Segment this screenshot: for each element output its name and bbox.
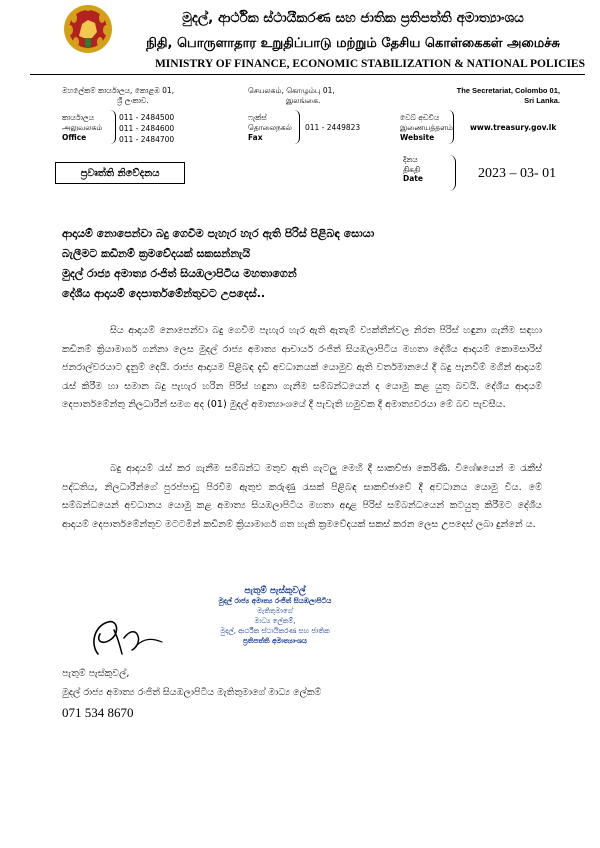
stamp-line-3: මැතිතුමාගේ (257, 607, 293, 615)
ministry-name-sinhala: මුදල්, ආර්ථික ස්ථායීකරණ සහ ජාතික ප්‍රතිපත්ති අමාත්‍යාංශය (182, 10, 524, 26)
address-tamil-line2: இலங்கை. (286, 96, 321, 105)
website-label-ta: இணையத்தளம் (400, 123, 453, 132)
office-number-2: 011 - 2484600 (119, 124, 175, 133)
fax-number: 011 - 2449823 (305, 123, 361, 132)
address-sinhala-line1: මහලේකම් කාර්යාලය, කොළඹ 01, (62, 86, 175, 95)
sri-lanka-emblem-icon (58, 2, 118, 56)
header-divider (30, 74, 585, 75)
stamp-line-4: මාධ්‍ය ලේකම්, (254, 617, 296, 625)
address-tamil (248, 86, 335, 106)
date-label-ta: திகதி (403, 164, 421, 174)
office-numbers (119, 112, 174, 145)
address-sinhala (62, 86, 174, 106)
office-label-si: කාර්යාලය (62, 113, 95, 122)
headline (62, 224, 542, 304)
fax-label-ta: தொலைநகல் (248, 123, 292, 132)
address-sinhala-line2: ශ්‍රී ලංකාව. (117, 96, 149, 105)
office-number-3: 011 - 2484700 (119, 135, 175, 144)
headline-line-3: මුදල් රාජ්‍ය අමාත්‍ය රංජිත් සියඹලාපිටිය මහතාගෙන් (62, 267, 297, 280)
fax-label (248, 113, 292, 143)
headline-line-4: දේශීය ආදායම් දෙපාර්තමේන්තුවට උපදෙස්.. (62, 287, 266, 300)
office-label (62, 113, 102, 143)
signatory-phone: 071 534 8670 (62, 705, 134, 720)
date-label-si: දිනය (403, 155, 418, 164)
handwritten-signature (84, 608, 179, 664)
address-english (390, 86, 560, 106)
ministry-name-english: MINISTRY OF FINANCE, ECONOMIC STABILIZATION & NATIONAL POLICIES (154, 58, 585, 70)
headline-line-1: ආදායම් නොපෙන්වා බදු ගෙවීම පැහැර හැර ඇති පිරිස් පිළිබඳ සොයා (62, 227, 375, 240)
stamp-line-6: ප්‍රතිපත්ති අමාත්‍යාංශය (243, 637, 307, 645)
stamp-line-2: මුදල් රාජ්‍ය අමාත්‍ය රංජිත් සියඹලාපිටිය (218, 597, 332, 605)
headline-line-2: බැලීමට කඩිනම් ක්‍රමවේදයක් සකසන්නැයි (62, 247, 251, 260)
date-label (403, 155, 423, 184)
press-release-label: ප්‍රවෘත්ති නිවේදනය (55, 162, 185, 184)
office-bracket (108, 110, 116, 144)
website-label (400, 113, 453, 143)
office-label-en: Office (62, 133, 87, 142)
date-label-en: Date (403, 174, 423, 183)
fax-label-si: ෆැක්ස් (248, 113, 267, 122)
body-paragraph-1: සිය ආදායම් නොපෙන්වා බදු ගෙවීම පැහැර හැර ඇති ඇතැම් ව්‍යක්තීන්වල නිරත පිරිස් හඳුනා ගැනීම සඳහා කඩිනම් ක්‍රියාමාර්ග ගන්නා ලෙස මුදල් රාජ්‍ය අමාත්‍ය ආචාර්ය රංජිත් සියඹලාපිටිය මහතා දේශීය ආදායම් කොමසාරිස් ජනරාල්වරයාට දැනුම් දෙයි. රාජ්‍ය ආදායම පිළිබඳ දැඩි අවධානයක් යොමුව ඇති වර්තමානයේ දී බදු පැනවීම් මගින් ආදායම් රැස් කිරීම හා සමාන බදු පැහැර හරින පිරිස් හඳුනා ගැනීම සම්බන්ධයෙන් ද යොමු කළ යුතු බවයි. දේශීය ආදායම් දෙපාර්තමේන්තු නිලධාරීන් සමග අද (01) මුදල් අමාත්‍යාංශයේ දී පැවැති හමුවක දී අමාත්‍යවරයා මේ බව පැවසීය. (62, 325, 542, 410)
address-english-line2: Sri Lanka. (524, 96, 560, 105)
ministry-name-tamil: நிதி, பொருளாதார உறுதிப்பாடு மற்றும் தேசிய கொள்கைகள் அமைச்சு (146, 36, 560, 51)
body-paragraph-2: බදු ආදායම් රැස් කර ගැනීම සම්බන්ධ මතුව ඇති ගැටලු මෙහි දී සාකච්ඡා කෙරිණි. විශේෂයෙන් ම රැකීස් පද්ධතිය, නිලධාරීන්ගේ පුරප්පාඩු පිරවීම ඇතුළු කරුණු රැසක් පිළිබඳ සාකච්ඡාවේ දී අවධානය යොමු විය. මේ සම්බන්ධයෙන් අවධානය යොමු කළ අමාත්‍ය සියඹලාපිටිය මහතා අදාළ පිරිස් සම්බන්ධයෙන් කටයුතු කිරීමට දේශීය ආදායම් දෙපාර්තමේන්තුව මටටමින් කඩිනම් ක්‍රියාමාර්ග ගත හැකි ක්‍රමවේදයක් සකස් කරන ලෙස උපදෙස් ලබා දුන්නේ ය. (62, 463, 542, 530)
signatory-title: මුදල් රාජ්‍ය අමාත්‍ය රංජිත් සියඹලාපිටිය මැතිතුමාගේ මාධ්‍ය ලේකම් (62, 687, 322, 698)
date-value: 2023 – 03- 01 (478, 166, 557, 181)
website-bracket (446, 110, 454, 144)
address-tamil-line1: செயலகம், கொழும்பு 01, (248, 86, 335, 95)
signatory-name: පැතුම් පැස්කුවල්, (62, 668, 130, 679)
official-stamp (180, 586, 370, 646)
office-number-1: 011 - 2484500 (119, 113, 175, 122)
website-label-si: වෙබ් අඩවිය (400, 113, 440, 122)
stamp-name: පැතුම් පැස්කුවල් (244, 586, 306, 596)
website-link[interactable]: www.treasury.gov.lk (470, 123, 557, 132)
fax-bracket (292, 110, 300, 144)
date-bracket (446, 155, 456, 191)
website-label-en: Website (400, 133, 435, 142)
fax-label-en: Fax (248, 133, 263, 142)
address-english-line1: The Secretariat, Colombo 01, (456, 86, 560, 95)
stamp-line-5: මුදල්, ආර්ථික ස්ථායීකරණ සහ ජාතික (220, 627, 330, 635)
office-label-ta: அலுவலகம் (62, 123, 103, 132)
